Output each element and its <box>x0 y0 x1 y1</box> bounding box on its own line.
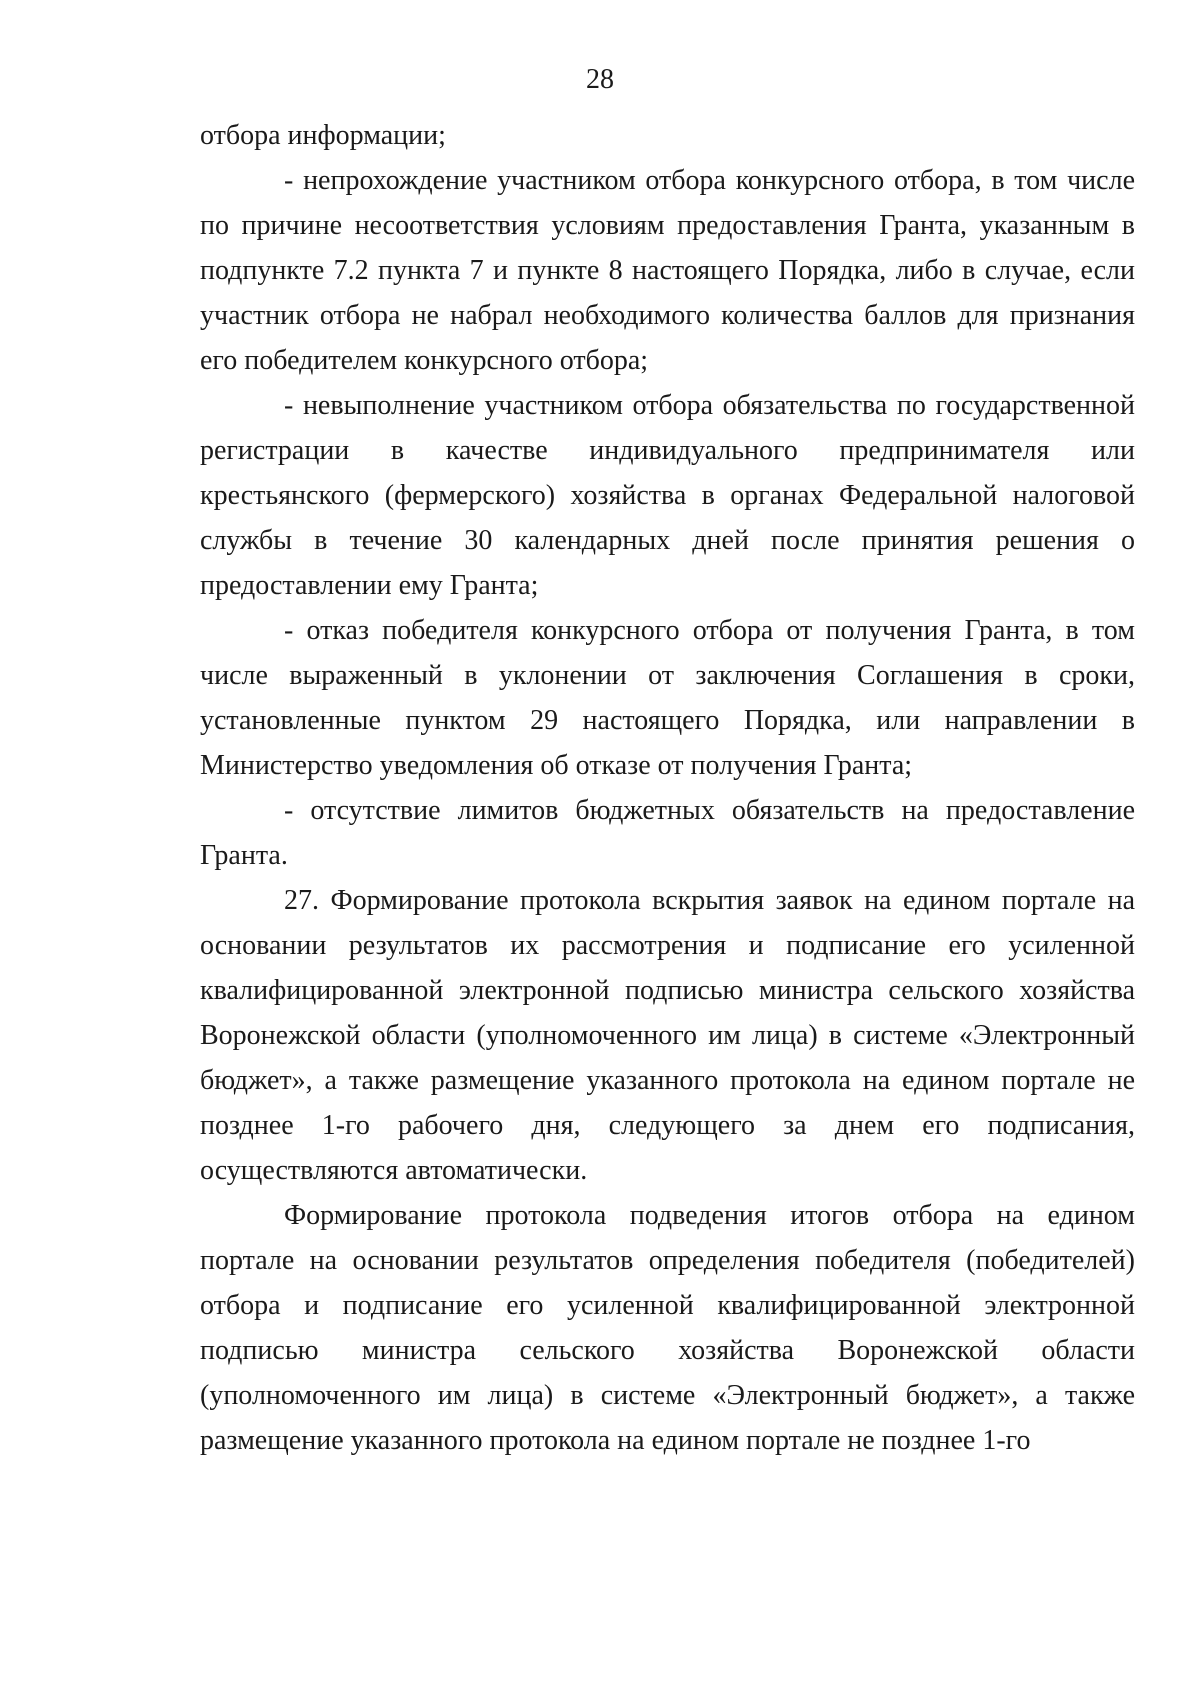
page-number: 28 <box>586 64 614 95</box>
list-item-nonfulfillment: - невыполнение участником отбора обязательства по государственной регистрации в качестве индивидуального предпринимателя или крестьянского (фермерского) хозяйства в органах Федеральной налоговой службы в течение 30 календарных дней после принятия решения о предоставлении ему Гранта; <box>200 390 1135 601</box>
paragraph-protocol-results: Формирование протокола подведения итогов отбора на едином портале на основании результатов определения победителя (победителей) отбора и подписание его усиленной квалифицированной электронной подписью министра сельского хозяйства Воронежской области (уполномоченного им лица) в системе «Электронный бюджет», а также размещение указанного протокола на едином портале не позднее 1-го <box>200 1200 1135 1456</box>
paragraph-27: 27. Формирование протокола вскрытия заявок на едином портале на основании результатов их рассмотрения и подписание его усиленной квалифицированной электронной подписью министра сельского хозяйства Воронежской области (уполномоченного им лица) в системе «Электронный бюджет», а также размещение указанного протокола на едином портале не позднее 1-го рабочего дня, следующего за днем его подписания, осуществляются автоматически. <box>200 885 1135 1186</box>
list-item-no-limits: - отсутствие лимитов бюджетных обязательств на предоставление Гранта. <box>200 795 1135 871</box>
paragraph-continuation: отбора информации; <box>200 120 446 151</box>
list-item-refusal: - отказ победителя конкурсного отбора от получения Гранта, в том числе выраженный в уклонении от заключения Соглашения в сроки, установленные пунктом 29 настоящего Порядка, или направлении в Министерство уведомления об отказе от получения Гранта; <box>200 615 1135 781</box>
list-item-nonpassing: - непрохождение участником отбора конкурсного отбора, в том числе по причине несоответствия условиям предоставления Гранта, указанным в подпункте 7.2 пункта 7 и пункте 8 настоящего Порядка, либо в случае, если участник отбора не набрал необходимого количества баллов для признания его победителем конкурсного отбора; <box>200 165 1135 376</box>
document-body <box>200 113 1135 1463</box>
